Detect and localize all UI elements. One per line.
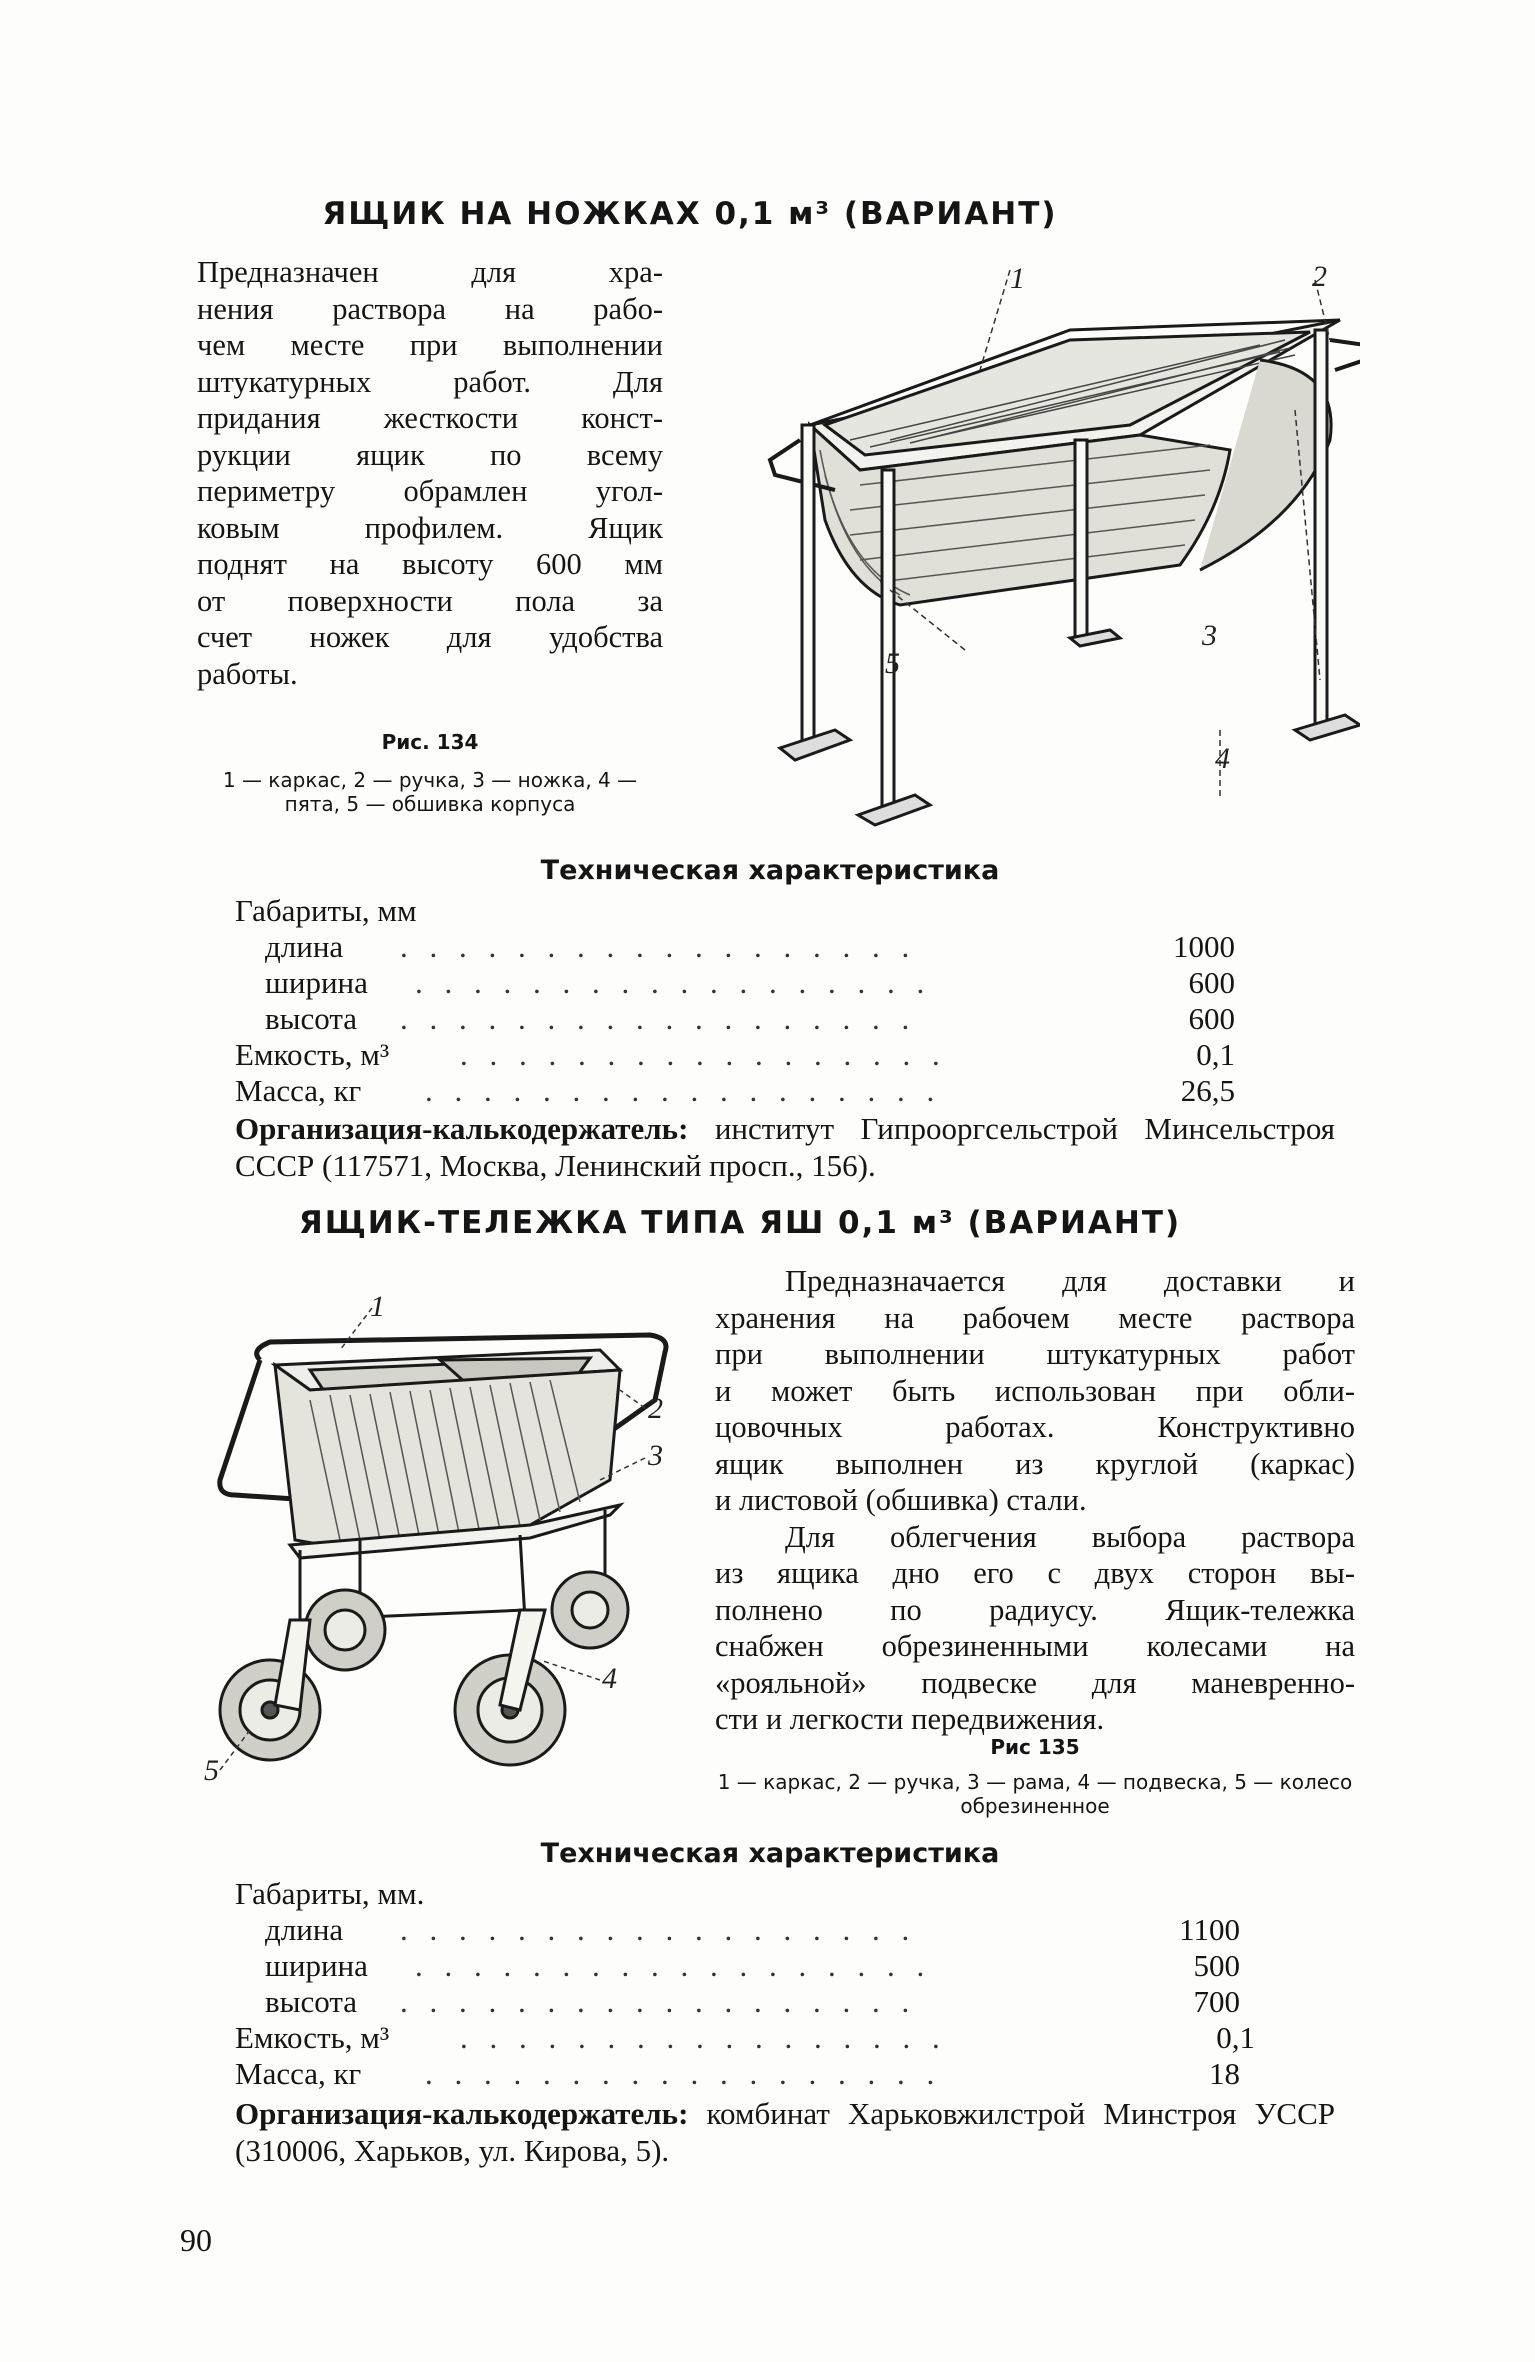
section2-title: ЯЩИК-ТЕЛЕЖКА ТИПА ЯШ 0,1 м³ (ВАРИАНТ) — [298, 1205, 1182, 1241]
desc-line: счет ножек для удобства — [197, 620, 663, 654]
callout-4: 4 — [1215, 742, 1230, 775]
desc-line: Предназначен для хра- — [197, 255, 663, 289]
callout-5: 5 — [204, 1754, 219, 1787]
section1-spec-title: Техническая характеристика — [540, 855, 1000, 886]
spec-value: 600 — [1188, 1001, 1235, 1036]
spec-value: 26,5 — [1180, 1073, 1235, 1108]
spec-row — [235, 1001, 1285, 1037]
spec-label: высота — [265, 1984, 358, 2019]
spec-value: 500 — [1193, 1948, 1240, 1983]
spec-row — [235, 1912, 1285, 1948]
leader-dots: . . . . . . . . . . . . . . . . . . — [415, 965, 932, 1000]
org-text: институт Гипрооргсельстрой Минсельстроя СССР (117571, Москва, Ленинский просп., 156). — [235, 1111, 1336, 1183]
leader-dots: . . . . . . . . . . . . . . . . . . — [400, 1984, 917, 2019]
org-label: Организация-калькодержатель: — [235, 1111, 689, 1146]
figure134-title: Рис. 134 — [381, 730, 479, 754]
section2-spec-table — [235, 1876, 1285, 2092]
figure135-caption: 1 — каркас, 2 — ручка, 3 — рама, 4 — подвеска, 5 — колесо обрезиненное — [717, 1770, 1353, 1818]
leader-dots: . . . . . . . . . . . . . . . . . . — [400, 929, 917, 964]
desc-line: поднят на высоту 600 мм — [197, 547, 663, 581]
desc-line: работы. — [197, 656, 298, 691]
leader-dots: . . . . . . . . . . . . . . . . . . — [400, 1912, 917, 1947]
desc-line: полнено по радиусу. Ящик-тележка — [715, 1592, 1355, 1627]
desc-line: снабжен обрезиненными колесами на — [715, 1629, 1355, 1663]
spec-label: ширина — [265, 965, 368, 1000]
section2-spec-title: Техническая характеристика — [540, 1838, 1000, 1869]
spec-label: Габариты, мм — [235, 893, 417, 928]
spec-row — [235, 1876, 1285, 1912]
spec-value: 0,1 — [1216, 2020, 1255, 2055]
desc-line: чем месте при выполнении — [197, 328, 663, 362]
desc-line: Для облегчения выбора раствора — [785, 1519, 1355, 1554]
spec-value: 18 — [1209, 2056, 1240, 2091]
desc-line: хранения на рабочем месте раствора — [715, 1300, 1355, 1335]
spec-row — [235, 2056, 1285, 2092]
spec-label: Емкость, м³ — [235, 2020, 390, 2055]
desc-line: рукции ящик по всему — [197, 437, 663, 472]
callout-1: 1 — [1010, 262, 1025, 295]
desc-line: придания жесткости конст- — [197, 401, 663, 435]
spec-row — [235, 965, 1285, 1001]
figure135-box-trolley-drawing — [200, 1290, 700, 1810]
desc-line: при выполнении штукатурных работ — [715, 1337, 1355, 1371]
spec-row — [235, 1984, 1285, 2020]
section1-organization — [235, 1110, 1335, 1184]
desc-line: «рояльной» подвеске для маневренно- — [715, 1665, 1355, 1700]
callout-2: 2 — [648, 1392, 663, 1425]
spec-row — [235, 1948, 1285, 1984]
figure134-caption: 1 — каркас, 2 — ручка, 3 — ножка, 4 — пята, 5 — обшивка корпуса — [222, 768, 638, 816]
desc-line: из ящика дно его с двух сторон вы- — [715, 1556, 1355, 1590]
desc-line: нения раствора на рабо- — [197, 291, 663, 326]
leader-dots: . . . . . . . . . . . . . . . . . — [460, 2020, 947, 2055]
spec-value: 1100 — [1179, 1912, 1240, 1947]
callout-4: 4 — [602, 1662, 617, 1695]
spec-row — [235, 2020, 1285, 2056]
desc-line: периметру обрамлен угол- — [197, 474, 663, 508]
desc-line: ящик выполнен из круглой (каркас) — [715, 1446, 1355, 1481]
section1-spec-table — [235, 893, 1285, 1109]
spec-label: ширина — [265, 1948, 368, 1983]
leader-dots: . . . . . . . . . . . . . . . . . — [460, 1037, 947, 1072]
leader-dots: . . . . . . . . . . . . . . . . . . — [415, 1948, 932, 1983]
spec-value: 1000 — [1173, 929, 1235, 964]
callout-3: 3 — [648, 1439, 663, 1472]
callout-3: 3 — [1202, 619, 1217, 652]
desc-line: цовочных работах. Конструктивно — [715, 1410, 1355, 1444]
desc-line: от поверхности пола за — [197, 583, 663, 618]
spec-label: высота — [265, 1001, 358, 1036]
leader-dots: . . . . . . . . . . . . . . . . . . — [425, 1073, 942, 1108]
spec-row — [235, 929, 1285, 965]
desc-line: сти и легкости передвижения. — [715, 1702, 1105, 1736]
leader-dots: . . . . . . . . . . . . . . . . . . — [425, 2056, 942, 2091]
leader-dots: . . . . . . . . . . . . . . . . . . — [400, 1001, 917, 1036]
spec-row — [235, 1073, 1285, 1109]
desc-line: Предназначается для доставки и — [785, 1264, 1355, 1298]
org-label: Организация-калькодержатель: — [235, 2096, 689, 2131]
spec-value: 600 — [1188, 965, 1235, 1000]
org-text: комбинат Харьковжилстрой Минстроя УССР (310006, Харьков, ул. Кирова, 5). — [235, 2096, 1335, 2168]
desc-line: и листовой (обшивка) стали. — [715, 1483, 1087, 1517]
figure135-title: Рис 135 — [990, 1735, 1080, 1759]
spec-label: Масса, кг — [235, 2056, 362, 2091]
desc-line: ковым профилем. Ящик — [197, 510, 663, 545]
section2-organization — [235, 2095, 1335, 2169]
spec-label: Емкость, м³ — [235, 1037, 390, 1072]
desc-line: и может быть использован при обли- — [715, 1373, 1355, 1408]
spec-label: Масса, кг — [235, 1073, 362, 1108]
callout-5: 5 — [885, 647, 900, 680]
callout-1: 1 — [370, 1290, 385, 1323]
spec-label: Габариты, мм. — [235, 1876, 425, 1911]
callout-2: 2 — [1312, 260, 1327, 293]
desc-line: штукатурных работ. Для — [197, 364, 663, 399]
section1-description — [197, 254, 663, 692]
spec-row — [235, 1037, 1285, 1073]
spec-value: 700 — [1193, 1984, 1240, 2019]
spec-row — [235, 893, 1285, 929]
page-number: 90 — [180, 2222, 212, 2258]
section1-title: ЯЩИК НА НОЖКАХ 0,1 м³ (ВАРИАНТ) — [322, 196, 1058, 232]
figure134-box-on-legs-drawing — [740, 260, 1360, 840]
spec-value: 0,1 — [1196, 1037, 1235, 1072]
spec-label: длина — [265, 1912, 344, 1947]
spec-label: длина — [265, 929, 344, 964]
section2-description — [715, 1263, 1355, 1738]
